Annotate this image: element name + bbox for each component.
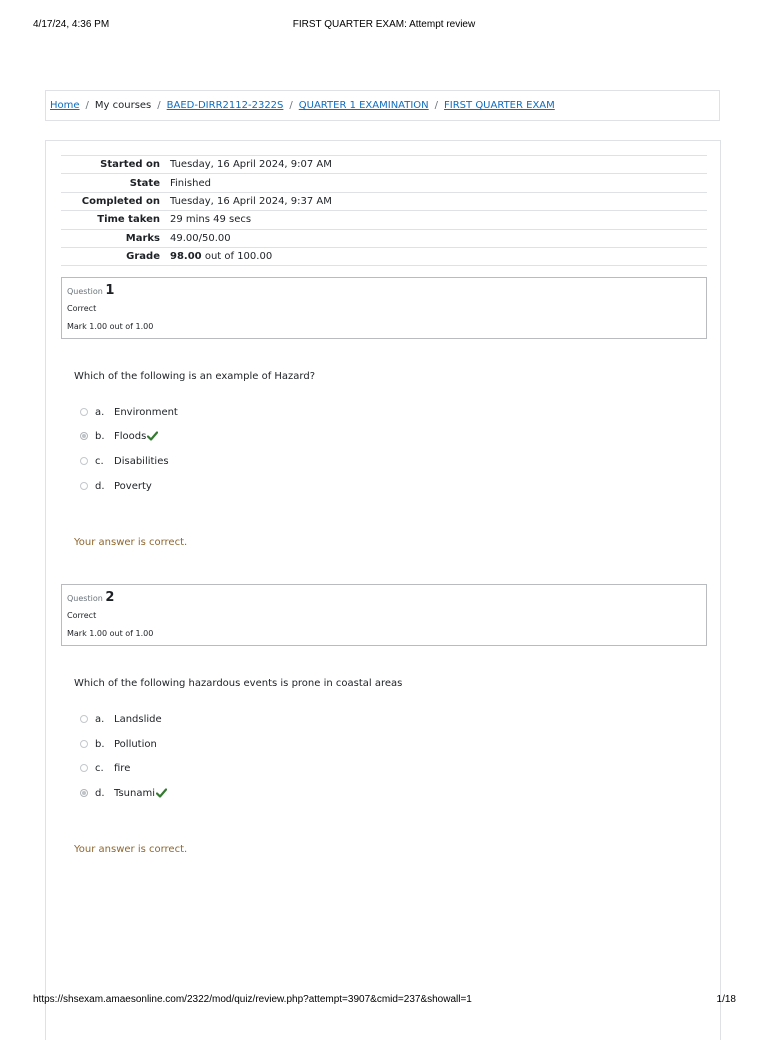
summary-value: 29 mins 49 secs [165, 211, 707, 229]
question-info-box [61, 584, 707, 646]
summary-row-grade [61, 247, 707, 265]
option-text: Tsunami [114, 787, 155, 799]
answer-option[interactable] [80, 760, 130, 776]
summary-value: Finished [165, 174, 707, 192]
attempt-summary-table [61, 155, 707, 266]
breadcrumb-section-link[interactable]: QUARTER 1 EXAMINATION [298, 100, 429, 111]
summary-label: State [61, 174, 165, 192]
print-url: https://shsexam.amaesonline.com/2322/mod/quiz/review.php?attempt=3907&cmid=237&showall=1 [33, 994, 472, 1005]
breadcrumb-separator: / [157, 100, 161, 111]
summary-row-marks [61, 229, 707, 247]
answer-option[interactable] [80, 453, 169, 469]
print-page-indicator: 1/18 [716, 994, 736, 1005]
breadcrumb-separator: / [434, 100, 439, 111]
summary-row-completed [61, 192, 707, 210]
radio-button[interactable] [80, 408, 88, 416]
radio-button-checked[interactable] [80, 432, 88, 440]
breadcrumb-home-link[interactable]: Home [50, 100, 80, 111]
print-datetime: 4/17/24, 4:36 PM [33, 19, 110, 30]
radio-button[interactable] [80, 457, 88, 465]
summary-label: Completed on [61, 192, 165, 210]
print-footer [0, 994, 768, 1008]
question-number-line [67, 590, 114, 605]
summary-value: 49.00/50.00 [165, 229, 707, 247]
option-text: Landslide [114, 713, 162, 725]
question-label: Question [67, 594, 103, 603]
option-letter: a. [95, 406, 105, 418]
option-text: fire [114, 762, 131, 774]
question-text: Which of the following hazardous events is prone in coastal areas [74, 678, 403, 689]
print-header [0, 19, 768, 33]
answer-option[interactable] [80, 736, 157, 752]
radio-button[interactable] [80, 482, 88, 490]
question-state: Correct [67, 304, 97, 313]
question-state: Correct [67, 611, 97, 620]
answer-feedback: Your answer is correct. [74, 844, 188, 855]
option-text: Environment [114, 406, 178, 418]
radio-button[interactable] [80, 715, 88, 723]
summary-row-started [61, 156, 707, 174]
summary-value: Tuesday, 16 April 2024, 9:37 AM [165, 192, 707, 210]
question-label: Question [67, 287, 103, 296]
radio-button[interactable] [80, 740, 88, 748]
question-number: 2 [105, 590, 115, 605]
answer-option[interactable] [80, 404, 178, 420]
question-number: 1 [105, 283, 115, 298]
print-page-title: FIRST QUARTER EXAM: Attempt review [292, 19, 476, 30]
breadcrumb-quiz-link[interactable]: FIRST QUARTER EXAM [444, 100, 555, 111]
breadcrumb [45, 90, 720, 121]
question-number-line [67, 283, 114, 298]
answer-option[interactable] [80, 711, 162, 727]
summary-row-state [61, 174, 707, 192]
breadcrumb-separator: / [85, 100, 89, 111]
option-letter: d. [95, 787, 105, 799]
question-mark: Mark 1.00 out of 1.00 [67, 322, 154, 331]
option-letter: d. [95, 480, 105, 492]
option-text: Disabilities [114, 455, 169, 467]
answer-option[interactable] [80, 478, 152, 494]
breadcrumb-separator: / [289, 100, 293, 111]
summary-value [165, 247, 707, 265]
summary-row-time-taken [61, 211, 707, 229]
option-text: Floods [114, 430, 147, 442]
question-info-box [61, 277, 707, 339]
summary-label: Started on [61, 156, 165, 174]
question-mark: Mark 1.00 out of 1.00 [67, 629, 154, 638]
breadcrumb-course-link[interactable]: BAED-DIRR2112-2322S [166, 100, 284, 111]
option-letter: c. [95, 455, 104, 467]
option-letter: b. [95, 430, 105, 442]
summary-label: Grade [61, 247, 165, 265]
question-text: Which of the following is an example of Hazard? [74, 371, 316, 382]
answer-option-selected[interactable] [80, 428, 158, 444]
check-icon [147, 431, 158, 441]
option-letter: a. [95, 713, 105, 725]
grade-out-of: out of 100.00 [201, 251, 273, 263]
option-text: Poverty [114, 480, 152, 492]
answer-option-selected[interactable] [80, 785, 167, 801]
check-icon [156, 788, 167, 798]
answer-feedback: Your answer is correct. [74, 537, 188, 548]
radio-button[interactable] [80, 764, 88, 772]
option-letter: c. [95, 762, 104, 774]
summary-label: Time taken [61, 211, 165, 229]
option-text: Pollution [114, 738, 157, 750]
summary-label: Marks [61, 229, 165, 247]
grade-value: 98.00 [170, 251, 202, 263]
breadcrumb-my-courses: My courses [94, 100, 152, 111]
option-letter: b. [95, 738, 105, 750]
summary-value: Tuesday, 16 April 2024, 9:07 AM [165, 156, 707, 174]
radio-button-checked[interactable] [80, 789, 88, 797]
